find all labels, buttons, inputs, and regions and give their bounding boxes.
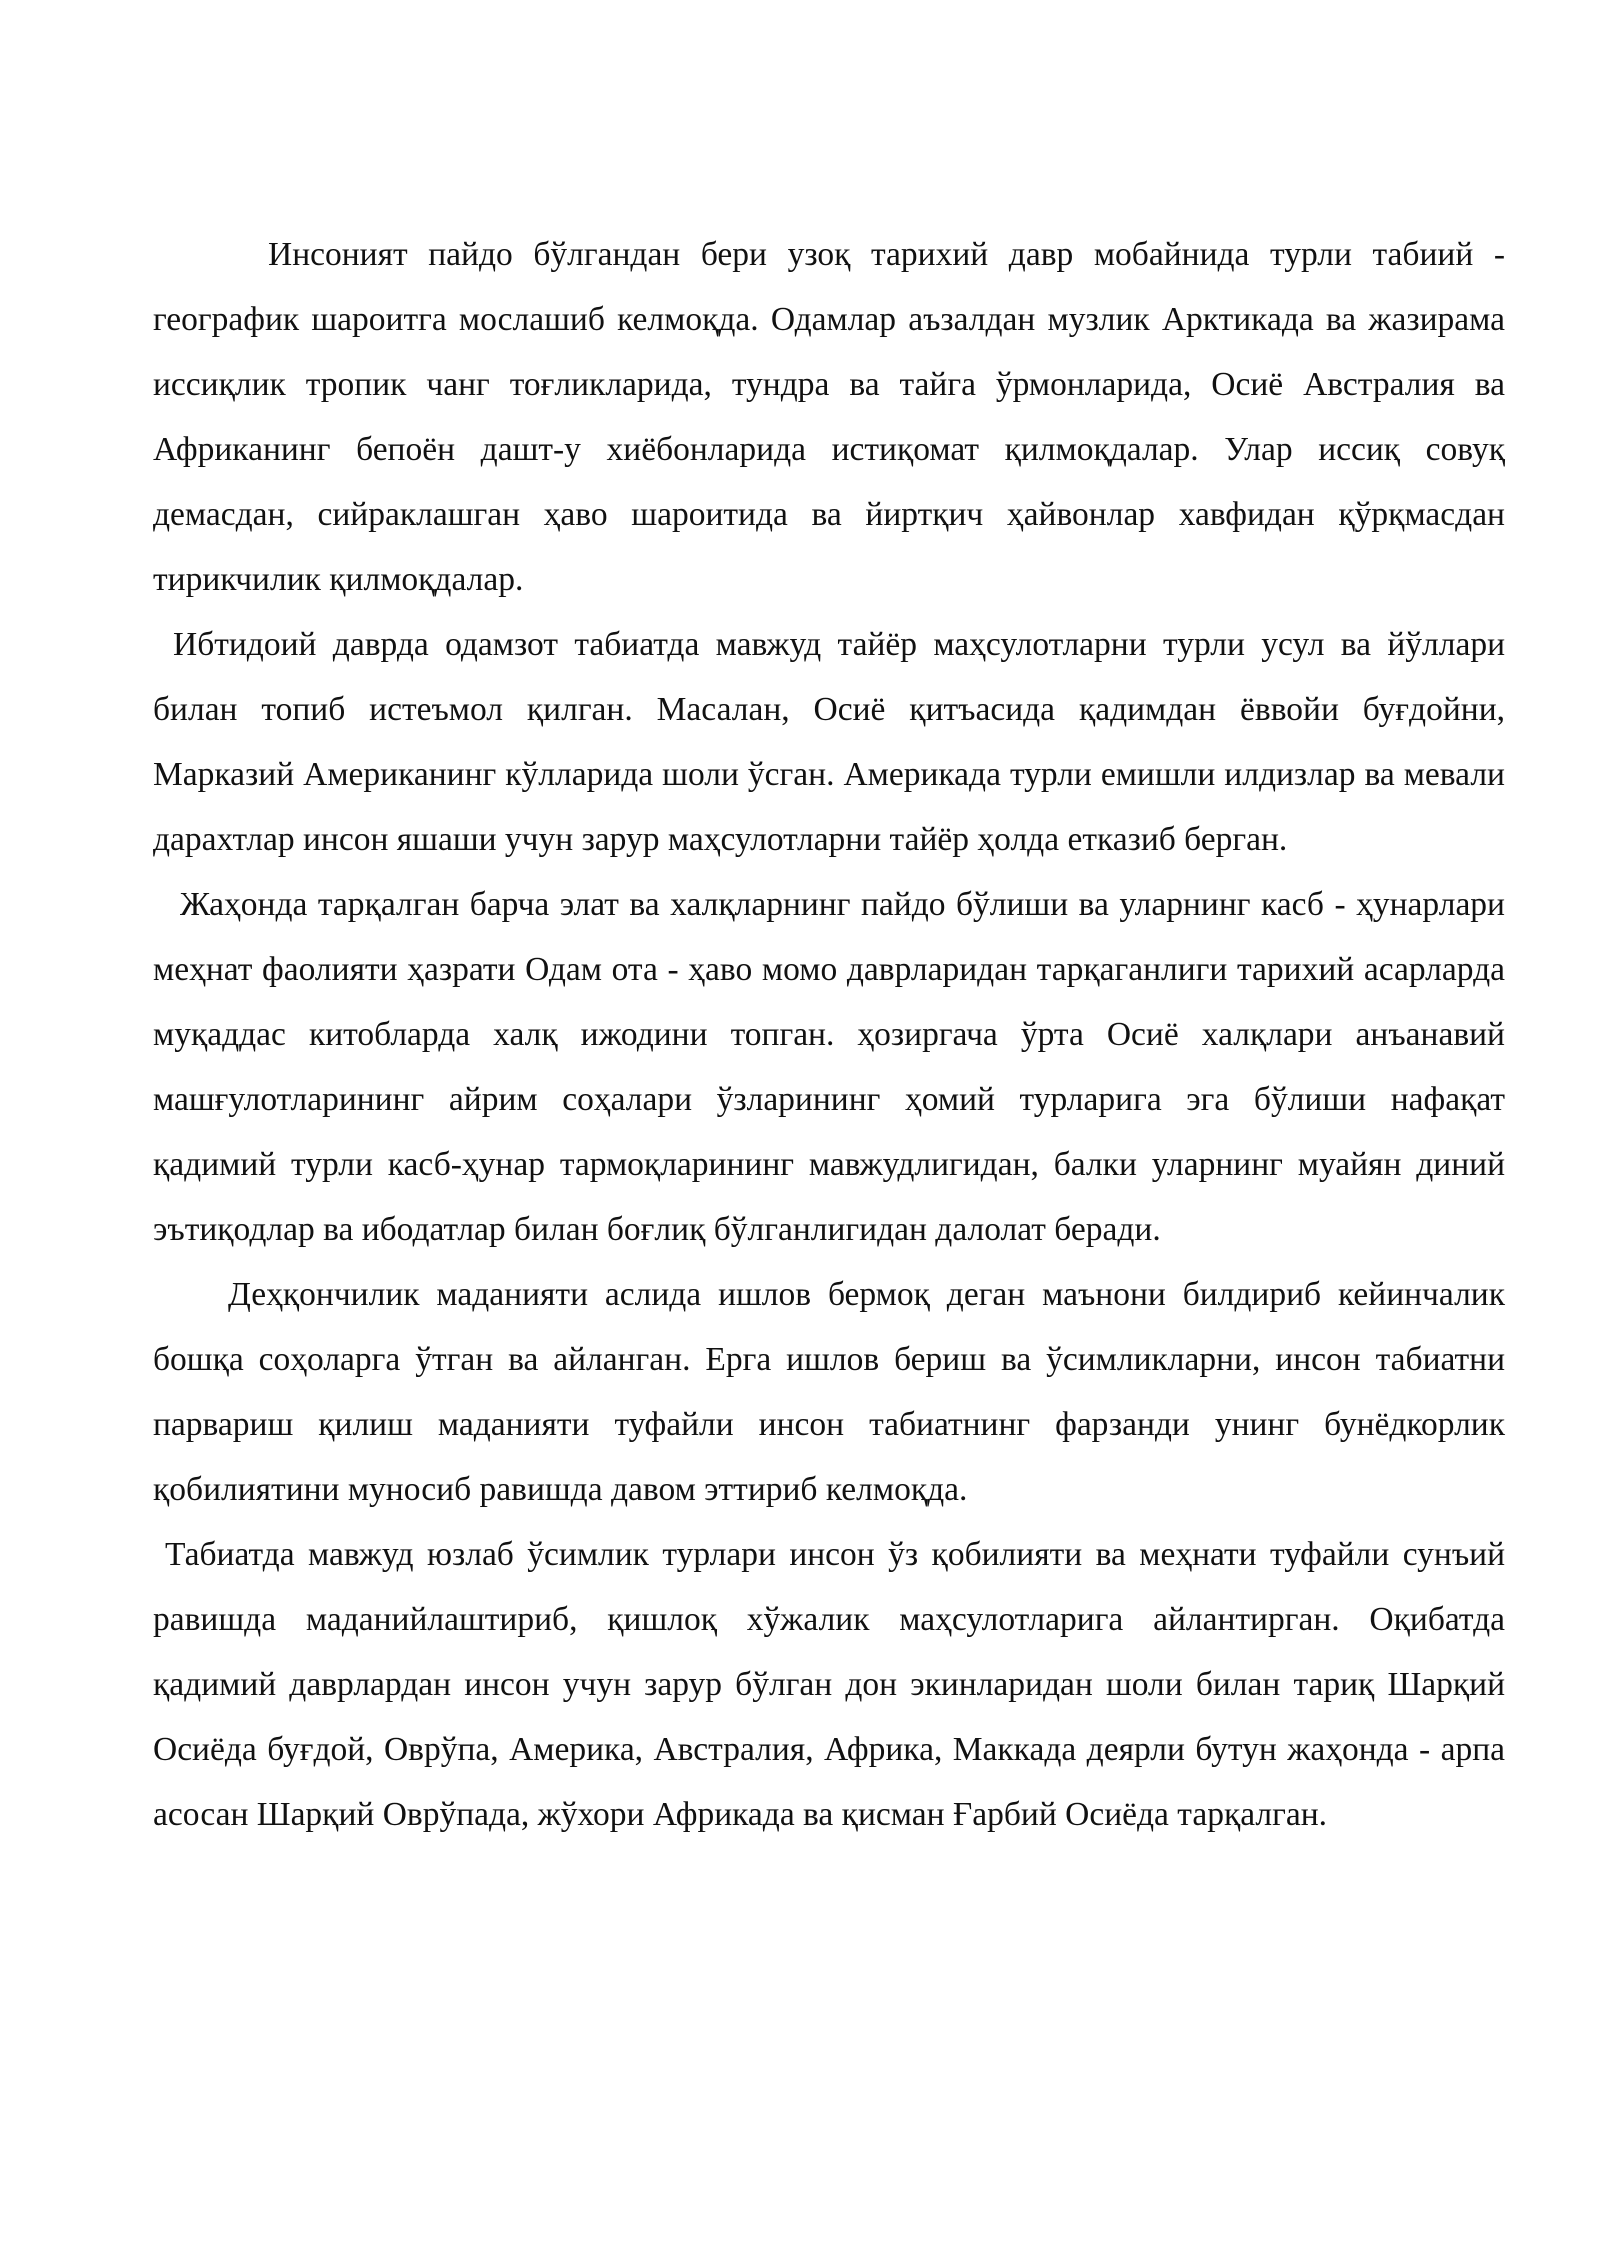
paragraph-5: Табиатда мавжуд юзлаб ўсимлик турлари инсон ўз қобилияти ва меҳнати туфайли сунъий равишда маданийлаштириб, қишлоқ хўжалик маҳсулотларига айлантирган. Оқибатда қадимий даврлардан инсон учун зарур бўлган дон экинларидан шоли билан тариқ Шарқий Осиёда буғдой, Оврўпа, Америка, Австралия, Африка, Маккада деярли бутун жаҳонда - арпа асосан Шарқий Оврўпада, жўхори Африкада ва қисман Ғарбий Осиёда тарқалган.: [153, 1536, 1505, 1833]
document-body: [153, 222, 1505, 1847]
paragraph-4: Деҳқончилик маданияти аслида ишлов бермоқ деган маънони билдириб кейинчалик бошқа соҳоларга ўтган ва айланган. Ерга ишлов бериш ва ўсимликларни, инсон табиатни парвариш қилиш маданияти туфайли инсон табиатнинг фарзанди унинг бунёдкорлик қобилиятини муносиб равишда давом эттириб келмоқда.: [153, 1276, 1505, 1508]
paragraph-2: Ибтидоий даврда одамзот табиатда мавжуд тайёр маҳсулотларни турли усул ва йўллари билан топиб истеъмол қилган. Масалан, Осиё қитъасида қадимдан ёввойи буғдойни, Марказий Американинг кўлларида шоли ўсган. Америкада турли емишли илдизлар ва мевали дарахтлар инсон яшаши учун зарур маҳсулотларни тайёр ҳолда етказиб берган.: [153, 626, 1505, 858]
paragraph-1: Инсоният пайдо бўлгандан бери узоқ тарихий давр мобайнида турли табиий - географик шароитга мослашиб келмоқда. Одамлар аъзалдан музлик Арктикада ва жазирама иссиқлик тропик чанг тоғликларида, тундра ва тайга ўрмонларида, Осиё Австралия ва Африканинг бепоён дашт-у хиёбонларида истиқомат қилмоқдалар. Улар иссиқ совуқ демасдан, сийраклашган ҳаво шароитида ва йиртқич ҳайвонлар хавфидан қўрқмасдан тирикчилик қилмоқдалар.: [153, 236, 1505, 598]
paragraph-3: Жаҳонда тарқалган барча элат ва халқларнинг пайдо бўлиши ва уларнинг касб - ҳунарлари меҳнат фаолияти ҳазрати Одам ота - ҳаво момо даврларидан тарқаганлиги тарихий асарларда муқаддас китобларда халқ ижодини топган. ҳозиргача ўрта Осиё халқлари анъанавий машғулотларининг айрим соҳалари ўзларининг ҳомий турларига эга бўлиши нафақат қадимий турли касб-ҳунар тармоқларининг мавжудлигидан, балки уларнинг муайян диний эътиқодлар ва ибодатлар билан боғлиқ бўлганлигидан далолат беради.: [153, 886, 1505, 1248]
